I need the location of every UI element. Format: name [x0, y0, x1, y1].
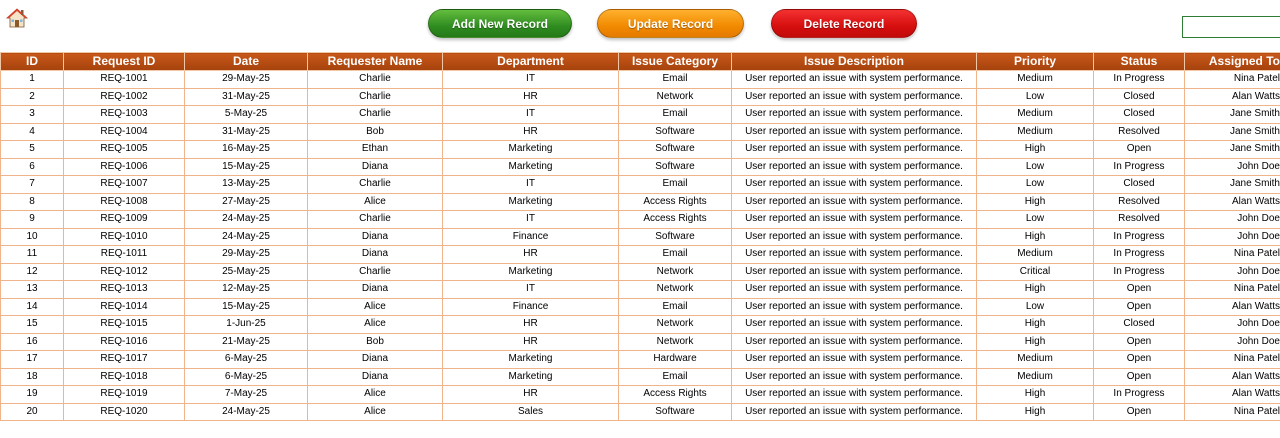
issue-category-cell[interactable]: Hardware: [619, 351, 732, 369]
request-id-cell[interactable]: REQ-1004: [64, 123, 185, 141]
id-cell[interactable]: 19: [1, 386, 64, 404]
issue-category-cell[interactable]: Network: [619, 88, 732, 106]
id-cell[interactable]: 12: [1, 263, 64, 281]
request-id-cell[interactable]: REQ-1014: [64, 298, 185, 316]
date-cell[interactable]: 15-May-25: [185, 298, 308, 316]
table-row[interactable]: [1, 88, 1280, 106]
status-cell[interactable]: In Progress: [1094, 386, 1185, 404]
priority-cell[interactable]: Medium: [977, 123, 1094, 141]
issue-description-cell[interactable]: User reported an issue with system performance.: [732, 263, 977, 281]
table-row[interactable]: [1, 298, 1280, 316]
table-row[interactable]: [1, 333, 1280, 351]
department-cell[interactable]: HR: [443, 88, 619, 106]
department-cell[interactable]: Marketing: [443, 263, 619, 281]
id-cell[interactable]: 10: [1, 228, 64, 246]
table-row[interactable]: [1, 71, 1280, 89]
priority-cell[interactable]: High: [977, 228, 1094, 246]
priority-cell[interactable]: High: [977, 316, 1094, 334]
department-cell[interactable]: Finance: [443, 228, 619, 246]
requester-name-cell[interactable]: Diana: [308, 351, 443, 369]
assigned-to-cell[interactable]: Jane Smith: [1185, 123, 1280, 141]
status-cell[interactable]: Open: [1094, 368, 1185, 386]
id-cell[interactable]: 6: [1, 158, 64, 176]
date-cell[interactable]: 13-May-25: [185, 176, 308, 194]
table-row[interactable]: [1, 386, 1280, 404]
status-cell[interactable]: Resolved: [1094, 123, 1185, 141]
table-row[interactable]: [1, 403, 1280, 421]
requester-name-cell[interactable]: Charlie: [308, 176, 443, 194]
col-header-status[interactable]: Status: [1094, 53, 1185, 71]
date-cell[interactable]: 1-Jun-25: [185, 316, 308, 334]
department-cell[interactable]: HR: [443, 386, 619, 404]
home-icon[interactable]: [6, 7, 28, 29]
table-row[interactable]: [1, 193, 1280, 211]
department-cell[interactable]: Marketing: [443, 158, 619, 176]
issue-description-cell[interactable]: User reported an issue with system performance.: [732, 211, 977, 229]
requester-name-cell[interactable]: Bob: [308, 123, 443, 141]
assigned-to-cell[interactable]: Alan Watts: [1185, 386, 1280, 404]
date-cell[interactable]: 6-May-25: [185, 351, 308, 369]
date-cell[interactable]: 12-May-25: [185, 281, 308, 299]
issue-description-cell[interactable]: User reported an issue with system performance.: [732, 368, 977, 386]
id-cell[interactable]: 2: [1, 88, 64, 106]
requester-name-cell[interactable]: Charlie: [308, 71, 443, 89]
date-cell[interactable]: 27-May-25: [185, 193, 308, 211]
department-cell[interactable]: IT: [443, 211, 619, 229]
department-cell[interactable]: HR: [443, 246, 619, 264]
requester-name-cell[interactable]: Charlie: [308, 106, 443, 124]
date-cell[interactable]: 5-May-25: [185, 106, 308, 124]
issue-category-cell[interactable]: Network: [619, 333, 732, 351]
issue-description-cell[interactable]: User reported an issue with system performance.: [732, 141, 977, 159]
col-header-department[interactable]: Department: [443, 53, 619, 71]
issue-category-cell[interactable]: Access Rights: [619, 211, 732, 229]
request-id-cell[interactable]: REQ-1015: [64, 316, 185, 334]
status-cell[interactable]: Open: [1094, 141, 1185, 159]
issue-category-cell[interactable]: Email: [619, 246, 732, 264]
requester-name-cell[interactable]: Alice: [308, 193, 443, 211]
department-cell[interactable]: Marketing: [443, 193, 619, 211]
issue-category-cell[interactable]: Software: [619, 123, 732, 141]
table-row[interactable]: [1, 158, 1280, 176]
issue-category-cell[interactable]: Software: [619, 228, 732, 246]
priority-cell[interactable]: Medium: [977, 71, 1094, 89]
table-row[interactable]: [1, 263, 1280, 281]
status-cell[interactable]: Open: [1094, 333, 1185, 351]
priority-cell[interactable]: Low: [977, 158, 1094, 176]
issue-description-cell[interactable]: User reported an issue with system performance.: [732, 281, 977, 299]
department-cell[interactable]: Marketing: [443, 351, 619, 369]
search-input[interactable]: [1182, 16, 1280, 38]
col-header-priority[interactable]: Priority: [977, 53, 1094, 71]
col-header-requester-name[interactable]: Requester Name: [308, 53, 443, 71]
request-id-cell[interactable]: REQ-1012: [64, 263, 185, 281]
id-cell[interactable]: 17: [1, 351, 64, 369]
priority-cell[interactable]: Low: [977, 88, 1094, 106]
issue-description-cell[interactable]: User reported an issue with system performance.: [732, 71, 977, 89]
priority-cell[interactable]: Medium: [977, 106, 1094, 124]
issue-category-cell[interactable]: Software: [619, 403, 732, 421]
department-cell[interactable]: IT: [443, 281, 619, 299]
priority-cell[interactable]: Low: [977, 176, 1094, 194]
table-row[interactable]: [1, 351, 1280, 369]
issue-description-cell[interactable]: User reported an issue with system performance.: [732, 316, 977, 334]
id-cell[interactable]: 4: [1, 123, 64, 141]
assigned-to-cell[interactable]: John Doe: [1185, 211, 1280, 229]
issue-category-cell[interactable]: Access Rights: [619, 193, 732, 211]
table-row[interactable]: [1, 246, 1280, 264]
issue-description-cell[interactable]: User reported an issue with system performance.: [732, 386, 977, 404]
id-cell[interactable]: 11: [1, 246, 64, 264]
date-cell[interactable]: 7-May-25: [185, 386, 308, 404]
status-cell[interactable]: In Progress: [1094, 228, 1185, 246]
department-cell[interactable]: HR: [443, 316, 619, 334]
assigned-to-cell[interactable]: Nina Patel: [1185, 403, 1280, 421]
assigned-to-cell[interactable]: Alan Watts: [1185, 88, 1280, 106]
issue-description-cell[interactable]: User reported an issue with system performance.: [732, 176, 977, 194]
col-header-date[interactable]: Date: [185, 53, 308, 71]
priority-cell[interactable]: Critical: [977, 263, 1094, 281]
issue-category-cell[interactable]: Email: [619, 298, 732, 316]
requester-name-cell[interactable]: Alice: [308, 403, 443, 421]
status-cell[interactable]: In Progress: [1094, 71, 1185, 89]
department-cell[interactable]: IT: [443, 106, 619, 124]
id-cell[interactable]: 15: [1, 316, 64, 334]
col-header-assigned-to[interactable]: Assigned To: [1185, 53, 1280, 71]
assigned-to-cell[interactable]: Nina Patel: [1185, 71, 1280, 89]
requester-name-cell[interactable]: Diana: [308, 368, 443, 386]
request-id-cell[interactable]: REQ-1001: [64, 71, 185, 89]
table-row[interactable]: [1, 368, 1280, 386]
assigned-to-cell[interactable]: Alan Watts: [1185, 368, 1280, 386]
status-cell[interactable]: Closed: [1094, 106, 1185, 124]
delete-record-button[interactable]: Delete Record: [771, 9, 917, 38]
request-id-cell[interactable]: REQ-1020: [64, 403, 185, 421]
request-id-cell[interactable]: REQ-1005: [64, 141, 185, 159]
toolbar: [0, 0, 1280, 52]
requester-name-cell[interactable]: Bob: [308, 333, 443, 351]
table-row[interactable]: [1, 176, 1280, 194]
col-header-issue-category[interactable]: Issue Category: [619, 53, 732, 71]
date-cell[interactable]: 24-May-25: [185, 403, 308, 421]
id-cell[interactable]: 20: [1, 403, 64, 421]
issue-description-cell[interactable]: User reported an issue with system performance.: [732, 88, 977, 106]
assigned-to-cell[interactable]: Alan Watts: [1185, 298, 1280, 316]
assigned-to-cell[interactable]: Jane Smith: [1185, 176, 1280, 194]
priority-cell[interactable]: High: [977, 281, 1094, 299]
id-cell[interactable]: 13: [1, 281, 64, 299]
priority-cell[interactable]: High: [977, 386, 1094, 404]
add-new-record-button[interactable]: Add New Record: [428, 9, 572, 38]
request-id-cell[interactable]: REQ-1009: [64, 211, 185, 229]
table-row[interactable]: [1, 281, 1280, 299]
date-cell[interactable]: 25-May-25: [185, 263, 308, 281]
priority-cell[interactable]: High: [977, 193, 1094, 211]
priority-cell[interactable]: Low: [977, 298, 1094, 316]
priority-cell[interactable]: Low: [977, 211, 1094, 229]
assigned-to-cell[interactable]: Nina Patel: [1185, 351, 1280, 369]
data-grid: [0, 52, 1280, 422]
requester-name-cell[interactable]: Charlie: [308, 211, 443, 229]
request-id-cell[interactable]: REQ-1019: [64, 386, 185, 404]
request-id-cell[interactable]: REQ-1010: [64, 228, 185, 246]
requester-name-cell[interactable]: Alice: [308, 386, 443, 404]
status-cell[interactable]: Open: [1094, 403, 1185, 421]
department-cell[interactable]: Marketing: [443, 368, 619, 386]
request-id-cell[interactable]: REQ-1013: [64, 281, 185, 299]
table-row[interactable]: [1, 228, 1280, 246]
requester-name-cell[interactable]: Charlie: [308, 88, 443, 106]
requester-name-cell[interactable]: Alice: [308, 298, 443, 316]
col-header-request-id[interactable]: Request ID: [64, 53, 185, 71]
issue-category-cell[interactable]: Network: [619, 281, 732, 299]
table-row[interactable]: [1, 211, 1280, 229]
department-cell[interactable]: HR: [443, 333, 619, 351]
request-id-cell[interactable]: REQ-1007: [64, 176, 185, 194]
status-cell[interactable]: Closed: [1094, 316, 1185, 334]
assigned-to-cell[interactable]: Jane Smith: [1185, 106, 1280, 124]
id-cell[interactable]: 18: [1, 368, 64, 386]
date-cell[interactable]: 31-May-25: [185, 123, 308, 141]
assigned-to-cell[interactable]: Jane Smith: [1185, 141, 1280, 159]
requester-name-cell[interactable]: Diana: [308, 158, 443, 176]
assigned-to-cell[interactable]: John Doe: [1185, 228, 1280, 246]
id-cell[interactable]: 5: [1, 141, 64, 159]
table-row[interactable]: [1, 141, 1280, 159]
issue-category-cell[interactable]: Email: [619, 71, 732, 89]
id-cell[interactable]: 16: [1, 333, 64, 351]
issue-category-cell[interactable]: Network: [619, 316, 732, 334]
col-header-issue-description[interactable]: Issue Description: [732, 53, 977, 71]
status-cell[interactable]: Open: [1094, 351, 1185, 369]
assigned-to-cell[interactable]: Nina Patel: [1185, 281, 1280, 299]
issue-description-cell[interactable]: User reported an issue with system performance.: [732, 123, 977, 141]
status-cell[interactable]: Closed: [1094, 88, 1185, 106]
date-cell[interactable]: 16-May-25: [185, 141, 308, 159]
priority-cell[interactable]: High: [977, 333, 1094, 351]
department-cell[interactable]: IT: [443, 71, 619, 89]
date-cell[interactable]: 15-May-25: [185, 158, 308, 176]
id-cell[interactable]: 3: [1, 106, 64, 124]
issue-category-cell[interactable]: Access Rights: [619, 386, 732, 404]
issue-category-cell[interactable]: Email: [619, 106, 732, 124]
assigned-to-cell[interactable]: John Doe: [1185, 316, 1280, 334]
priority-cell[interactable]: Medium: [977, 246, 1094, 264]
table-row[interactable]: [1, 123, 1280, 141]
table-row[interactable]: [1, 316, 1280, 334]
col-header-id[interactable]: ID: [1, 53, 64, 71]
requester-name-cell[interactable]: Charlie: [308, 263, 443, 281]
priority-cell[interactable]: Medium: [977, 368, 1094, 386]
date-cell[interactable]: 6-May-25: [185, 368, 308, 386]
issue-description-cell[interactable]: User reported an issue with system performance.: [732, 351, 977, 369]
status-cell[interactable]: Open: [1094, 298, 1185, 316]
issue-description-cell[interactable]: User reported an issue with system performance.: [732, 246, 977, 264]
department-cell[interactable]: IT: [443, 176, 619, 194]
request-id-cell[interactable]: REQ-1018: [64, 368, 185, 386]
issue-description-cell[interactable]: User reported an issue with system performance.: [732, 228, 977, 246]
date-cell[interactable]: 29-May-25: [185, 71, 308, 89]
department-cell[interactable]: Sales: [443, 403, 619, 421]
issue-description-cell[interactable]: User reported an issue with system performance.: [732, 158, 977, 176]
issue-description-cell[interactable]: User reported an issue with system performance.: [732, 333, 977, 351]
priority-cell[interactable]: High: [977, 403, 1094, 421]
issue-category-cell[interactable]: Email: [619, 176, 732, 194]
status-cell[interactable]: Closed: [1094, 176, 1185, 194]
status-cell[interactable]: In Progress: [1094, 263, 1185, 281]
request-id-cell[interactable]: REQ-1002: [64, 88, 185, 106]
id-cell[interactable]: 8: [1, 193, 64, 211]
requester-name-cell[interactable]: Diana: [308, 281, 443, 299]
issue-category-cell[interactable]: Software: [619, 158, 732, 176]
assigned-to-cell[interactable]: Nina Patel: [1185, 246, 1280, 264]
issue-description-cell[interactable]: User reported an issue with system performance.: [732, 403, 977, 421]
date-cell[interactable]: 31-May-25: [185, 88, 308, 106]
request-id-cell[interactable]: REQ-1006: [64, 158, 185, 176]
status-cell[interactable]: Resolved: [1094, 211, 1185, 229]
issue-category-cell[interactable]: Network: [619, 263, 732, 281]
request-id-cell[interactable]: REQ-1003: [64, 106, 185, 124]
requester-name-cell[interactable]: Diana: [308, 246, 443, 264]
requester-name-cell[interactable]: Alice: [308, 316, 443, 334]
date-cell[interactable]: 24-May-25: [185, 228, 308, 246]
request-id-cell[interactable]: REQ-1016: [64, 333, 185, 351]
table-row[interactable]: [1, 106, 1280, 124]
header-row: [1, 53, 1280, 71]
assigned-to-cell[interactable]: John Doe: [1185, 333, 1280, 351]
id-cell[interactable]: 14: [1, 298, 64, 316]
priority-cell[interactable]: Medium: [977, 351, 1094, 369]
priority-cell[interactable]: High: [977, 141, 1094, 159]
id-cell[interactable]: 7: [1, 176, 64, 194]
department-cell[interactable]: HR: [443, 123, 619, 141]
status-cell[interactable]: In Progress: [1094, 158, 1185, 176]
assigned-to-cell[interactable]: John Doe: [1185, 158, 1280, 176]
request-id-cell[interactable]: REQ-1017: [64, 351, 185, 369]
issue-category-cell[interactable]: Software: [619, 141, 732, 159]
issue-description-cell[interactable]: User reported an issue with system performance.: [732, 298, 977, 316]
status-cell[interactable]: Resolved: [1094, 193, 1185, 211]
request-id-cell[interactable]: REQ-1011: [64, 246, 185, 264]
issue-category-cell[interactable]: Email: [619, 368, 732, 386]
update-record-button[interactable]: Update Record: [597, 9, 744, 38]
requester-name-cell[interactable]: Ethan: [308, 141, 443, 159]
assigned-to-cell[interactable]: Alan Watts: [1185, 193, 1280, 211]
department-cell[interactable]: Finance: [443, 298, 619, 316]
assigned-to-cell[interactable]: John Doe: [1185, 263, 1280, 281]
requester-name-cell[interactable]: Diana: [308, 228, 443, 246]
id-cell[interactable]: 9: [1, 211, 64, 229]
status-cell[interactable]: Open: [1094, 281, 1185, 299]
issue-description-cell[interactable]: User reported an issue with system performance.: [732, 193, 977, 211]
date-cell[interactable]: 21-May-25: [185, 333, 308, 351]
issue-description-cell[interactable]: User reported an issue with system performance.: [732, 106, 977, 124]
date-cell[interactable]: 29-May-25: [185, 246, 308, 264]
id-cell[interactable]: 1: [1, 71, 64, 89]
records-table: [0, 52, 1280, 421]
status-cell[interactable]: In Progress: [1094, 246, 1185, 264]
department-cell[interactable]: Marketing: [443, 141, 619, 159]
date-cell[interactable]: 24-May-25: [185, 211, 308, 229]
request-id-cell[interactable]: REQ-1008: [64, 193, 185, 211]
